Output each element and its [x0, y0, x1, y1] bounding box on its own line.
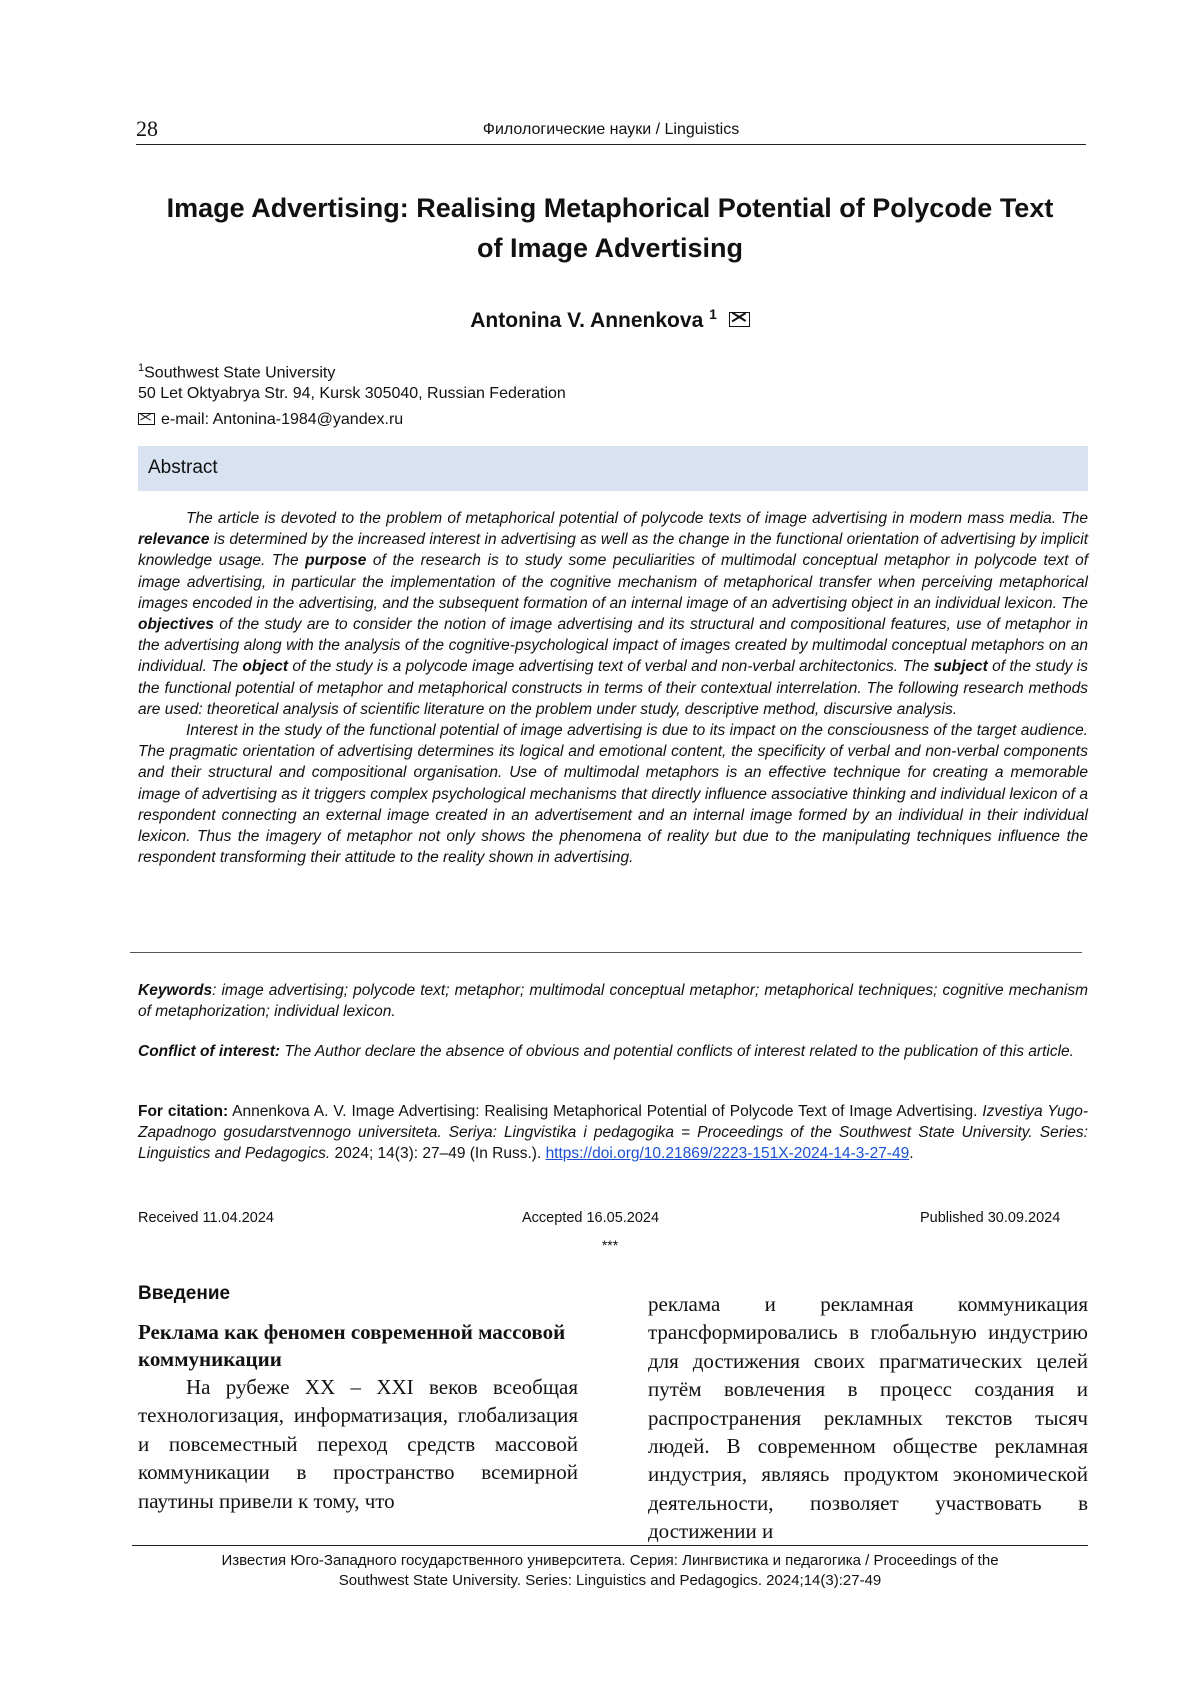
abstract-keyterm: object [242, 658, 289, 676]
title-line-1: Image Advertising: Realising Metaphorical Potential of Polycode Text [166, 193, 1054, 223]
title-line-2: of Image Advertising [476, 233, 744, 263]
intro-paragraph-right: реклама и рекламная коммуникация трансформировались в глобальную индустрию для достижения своих прагматических целей путём вовлечения в процесс создания и распространения рекламных текстов тысяч людей. В современном обществе рекламная индустрия, являясь продуктом экономической деятельности, позволяет участвовать в достижении и [648, 1292, 1088, 1544]
right-column [648, 1290, 1088, 1546]
citation [138, 1101, 1088, 1165]
mail-icon[interactable] [729, 312, 750, 327]
citation-volume: 2024; 14(3): 27–49 (In Russ.). [330, 1145, 546, 1163]
doi-link[interactable]: https://doi.org/10.21869/2223-151X-2024-14-3-27-49 [545, 1145, 910, 1163]
keywords-text: : image advertising; polycode text; metaphor; multimodal conceptual metaphor; metaphorical techniques; cognitive mechanism of metaphorization; individual lexicon. [138, 982, 1088, 1021]
conflict-text: The Author declare the absence of obvious and potential conflicts of interest related to the publication of this article. [280, 1043, 1074, 1060]
abstract-text: of the study are to consider the notion of image advertising and its structural and compositional features, use of metaphor in the advertising along with the analysis of the cognitive-psychological impact of images created by multimodal conceptual metaphors on an individual. The [138, 616, 1088, 676]
conflict-of-interest [138, 1041, 1088, 1062]
abstract-keyterm: purpose [305, 552, 367, 570]
page-header [136, 116, 1086, 145]
intro-subheading: Реклама как феномен современной массовой коммуникации [138, 1320, 566, 1371]
section-separator: *** [601, 1237, 619, 1253]
citation-text: Annenkova A. V. Image Advertising: Realising Metaphorical Potential of Polycode Text of Image Advertising. [228, 1103, 983, 1120]
abstract-body [138, 508, 1088, 868]
citation-end: . [909, 1145, 914, 1163]
abstract-paragraph-1 [138, 508, 1088, 720]
citation-journal: Izvestiya Yugo-Zapadnogo gosudarstvennogo universiteta. Seriya: Lingvistika i pedagogika = Proceedings of the Southwest State University. Series: Linguistics and Pedagogics. [138, 1103, 1088, 1163]
abstract-text: is determined by the increased interest in advertising as well as the change in the functional orientation of advertising by implicit knowledge usage. The [138, 531, 1088, 570]
keywords-label: Keywords [138, 982, 213, 999]
abstract-heading-bar [138, 446, 1088, 491]
university-address: 50 Let Oktyabrya Str. 94, Kursk 305040, Russian Federation [138, 385, 566, 403]
affiliation-number: 1 [138, 362, 145, 374]
author-affiliation-number: 1 [709, 306, 717, 322]
abstract-keyterm: objectives [138, 616, 214, 634]
abstract-divider [130, 952, 1082, 953]
abstract-keyterm: relevance [138, 531, 210, 549]
page-footer [132, 1551, 1088, 1591]
accepted-date: Accepted 16.05.2024 [522, 1210, 660, 1226]
published-date: Published 30.09.2024 [920, 1210, 1061, 1226]
citation-label: For citation: [138, 1103, 229, 1120]
abstract-keyterm: subject [933, 658, 988, 676]
affiliation [138, 358, 566, 404]
email-line [138, 411, 403, 429]
keywords [138, 980, 1088, 1022]
abstract-text: of the study is the functional potential of metaphor and metaphorical constructs in terms of their contextual interrelation. The following research methods are used: theoretical analysis of scientific literature on the problem under study, descriptive method, discursive analysis. [138, 658, 1088, 718]
footer-divider [132, 1545, 1088, 1546]
abstract-paragraph-2: Interest in the study of the functional potential of image advertising is due to its impact on the consciousness of the target audience. The pragmatic orientation of advertising determines its logical and emotional content, the specificity of verbal and non-verbal components and their structural and compositional organisation. Use of multimodal metaphors is an effective technique for creating a memorable image of advertising as it triggers complex psychological mechanisms that directly influence associative thinking and individual lexicon of a respondent connecting an external image created in an advertisement and an internal image formed by an individual in their individual lexicon. Thus the imagery of metaphor not only shows the phenomena of reality but due to the manipulating techniques influence the respondent transforming their attitude to the reality shown in advertising. [138, 722, 1088, 867]
author-name: Antonina V. Annenkova [470, 309, 704, 332]
author-line [130, 306, 1090, 333]
intro-paragraph-left: На рубеже XX – XXI веков всеобщая технологизация, информатизация, глобализация и повсеместный переход средств массовой коммуникации в пространство всемирной паутины привели к тому, что [138, 1375, 578, 1513]
mail-icon [138, 413, 155, 425]
abstract-text: of the research is to study some peculiarities of multimodal conceptual metaphor in polycode text of image advertising, in particular the implementation of the cognitive mechanism of metaphorical transfer when perceiving metaphorical images encoded in the advertising, and the subsequent formation of an internal image of an advertising object in an individual lexicon. The [138, 552, 1089, 612]
received-date: Received 11.04.2024 [138, 1210, 274, 1226]
abstract-text: The article is devoted to the problem of metaphorical potential of polycode texts of image advertising in modern mass media. The [186, 510, 1088, 527]
footer-line-2: Southwest State University. Series: Linguistics and Pedagogics. 2024;14(3):27-49 [338, 1572, 882, 1589]
email-address[interactable]: e-mail: Antonina-1984@yandex.ru [161, 411, 404, 428]
article-title [130, 188, 1090, 268]
footer-line-1: Известия Юго-Западного государственного университета. Серия: Лингвистика и педагогика / Proceedings of the [221, 1552, 999, 1569]
left-column [138, 1283, 578, 1515]
abstract-text: of the study is a polycode image advertising text of verbal and non-verbal architectonics. The [288, 658, 934, 676]
page-number: 28 [136, 116, 158, 141]
intro-heading: Введение [138, 1283, 231, 1304]
abstract-heading: Abstract [148, 457, 218, 478]
conflict-label: Conflict of interest: [138, 1043, 281, 1060]
journal-section: Филологические науки / Linguistics [482, 121, 740, 138]
university-name: Southwest State University [144, 364, 336, 382]
